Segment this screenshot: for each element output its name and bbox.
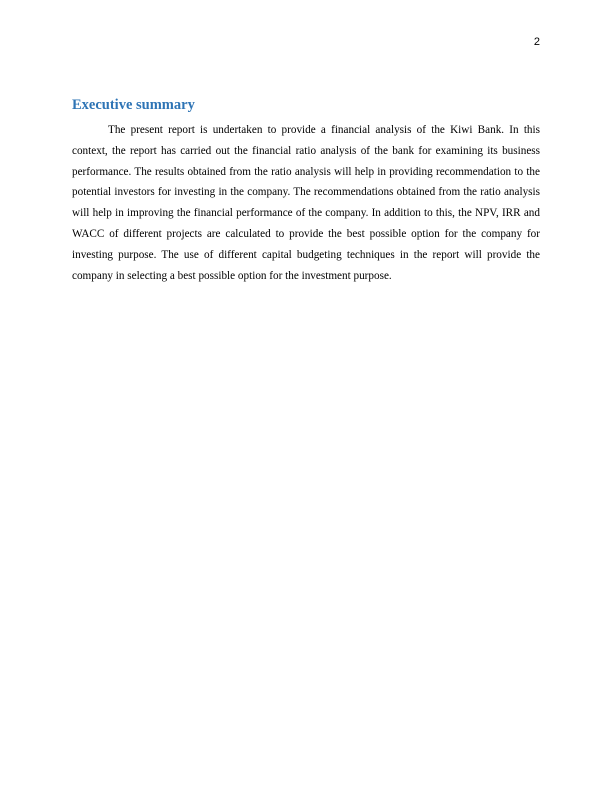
section-heading: Executive summary <box>72 97 195 113</box>
page-content <box>72 96 540 286</box>
page-number: 2 <box>533 36 540 48</box>
executive-summary-paragraph: The present report is undertaken to provide a financial analysis of the Kiwi Bank. In this context, the report has carried out the financial ratio analysis of the bank for examining its business performance. The results obtained from the ratio analysis will help in providing recommendation to the potential investors for investing in the company. The recommendations obtained from the ratio analysis will help in improving the financial performance of the company. In addition to this, the NPV, IRR and WACC of different projects are calculated to provide the best possible option for the company for investing purpose. The use of different capital budgeting techniques in the report will provide the company in selecting a best possible option for the investment purpose. <box>72 124 540 282</box>
